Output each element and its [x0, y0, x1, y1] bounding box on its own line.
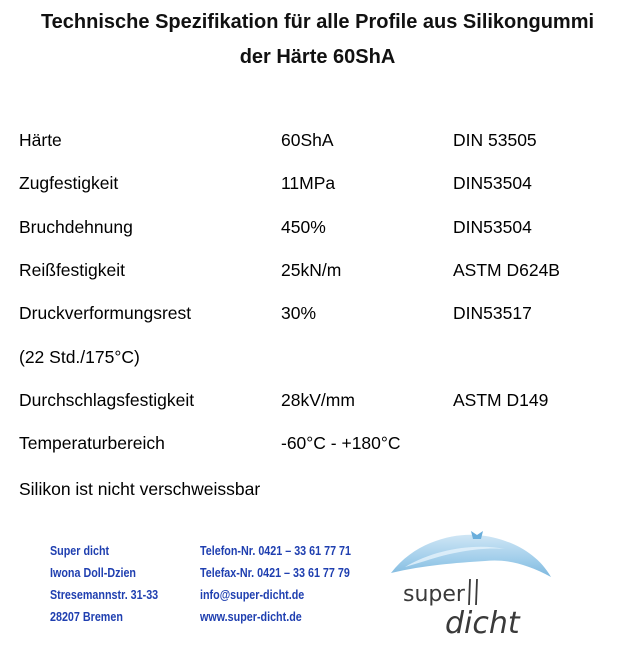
spec-property: Härte — [19, 130, 62, 150]
spec-value: 11MPa — [281, 173, 336, 193]
spec-row-reissfestigkeit — [0, 257, 635, 283]
spec-row-zugfestigkeit — [0, 170, 635, 196]
spec-property: Druckverformungsrest — [19, 303, 192, 323]
logo-word-super: super — [403, 582, 465, 607]
super-dicht-logo — [385, 527, 555, 645]
street-address: Stresemannstr. 31-33 — [50, 588, 159, 602]
spec-norm: DIN 53505 — [453, 130, 537, 150]
company-name: Super dicht — [50, 544, 110, 558]
page-subtitle: der Härte 60ShA — [239, 46, 396, 68]
spec-value: 25kN/m — [281, 260, 342, 280]
spec-property: Reißfestigkeit — [19, 260, 126, 280]
spec-property: Zugfestigkeit — [19, 173, 119, 193]
phone-number: Telefon-Nr. 0421 – 33 61 77 71 — [200, 544, 351, 558]
spec-row-druckverformungsrest — [0, 300, 635, 326]
spec-norm: DIN53504 — [453, 217, 532, 237]
spec-norm: ASTM D149 — [453, 390, 549, 410]
spec-property: Durchschlagsfestigkeit — [19, 390, 195, 410]
logo-word-dicht: dicht — [445, 606, 520, 641]
spec-row-temperaturbereich — [0, 430, 635, 456]
contact-details — [200, 540, 351, 628]
spec-value: 60ShA — [281, 130, 334, 150]
spec-value: 450% — [281, 217, 326, 237]
email-link[interactable]: info@super-dicht.de — [200, 588, 305, 602]
page-title: Technische Spezifikation für alle Profile aus Silikongummi — [40, 11, 595, 33]
spec-row-haerte — [0, 127, 635, 153]
spec-property: Temperaturbereich — [19, 433, 165, 453]
logo-tie-mark — [471, 531, 483, 539]
note-text: Silikon ist nicht verschweissbar — [19, 479, 261, 499]
spec-value: -60°C - +180°C — [281, 433, 401, 453]
spec-row-condition — [0, 344, 635, 370]
spec-row-durchschlagsfestigkeit — [0, 387, 635, 413]
spec-row-bruchdehnung — [0, 214, 635, 240]
spec-value: 30% — [281, 303, 317, 323]
spec-norm: ASTM D624B — [453, 260, 560, 280]
spec-property: Bruchdehnung — [19, 217, 133, 237]
logo-dome-shape — [391, 535, 551, 577]
spec-norm: DIN53504 — [453, 173, 532, 193]
spec-norm: DIN53517 — [453, 303, 532, 323]
spec-property: (22 Std./175°C) — [19, 347, 140, 367]
city-address: 28207 Bremen — [50, 610, 123, 624]
fax-number: Telefax-Nr. 0421 – 33 61 77 79 — [200, 566, 350, 580]
website-link[interactable]: www.super-dicht.de — [200, 610, 302, 624]
spec-value: 28kV/mm — [281, 390, 355, 410]
contact-address — [50, 540, 158, 628]
contact-person: Iwona Doll-Dzien — [50, 566, 136, 580]
